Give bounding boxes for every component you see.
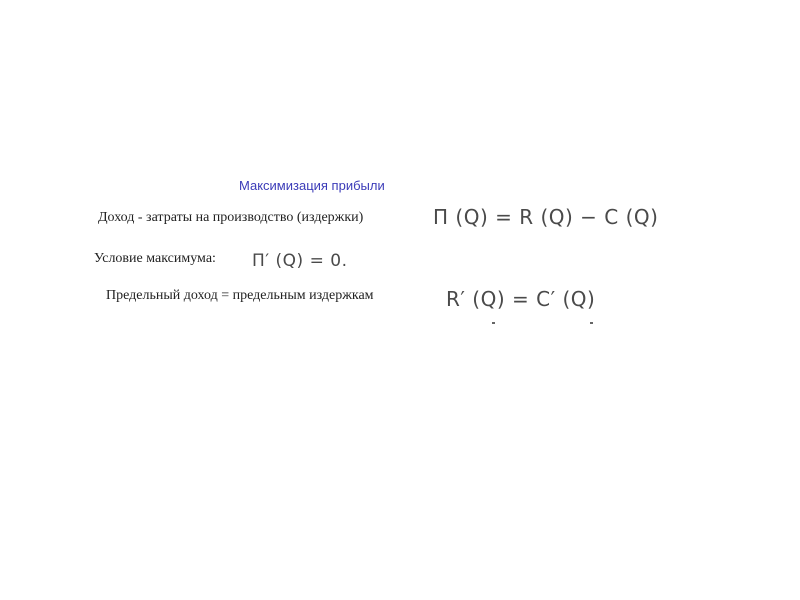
marginal-equality-formula — [446, 287, 595, 311]
profit-function-lhs: Π (Q) — [433, 205, 489, 229]
profit-function-formula — [433, 205, 658, 229]
image-artifact — [492, 322, 495, 324]
marginal-equality-rhs: = C′ (Q) — [512, 287, 596, 311]
maximum-condition-label: Условие максимума: — [94, 251, 216, 266]
revenue-minus-cost-label: Доход - затраты на производство (издержки) — [98, 210, 364, 225]
image-artifact — [590, 322, 593, 324]
slide-title: Максимизация прибыли — [239, 178, 385, 193]
marginal-equality-lhs: R′ (Q) — [446, 287, 506, 311]
maximum-condition-lhs: Π′ (Q) — [252, 251, 304, 271]
marginal-equality-label: Предельный доход = предельным издержкам — [106, 288, 374, 303]
profit-function-rhs: = R (Q) − C (Q) — [495, 205, 659, 229]
maximum-condition-rhs: = 0. — [309, 251, 348, 271]
maximum-condition-formula — [252, 251, 347, 271]
